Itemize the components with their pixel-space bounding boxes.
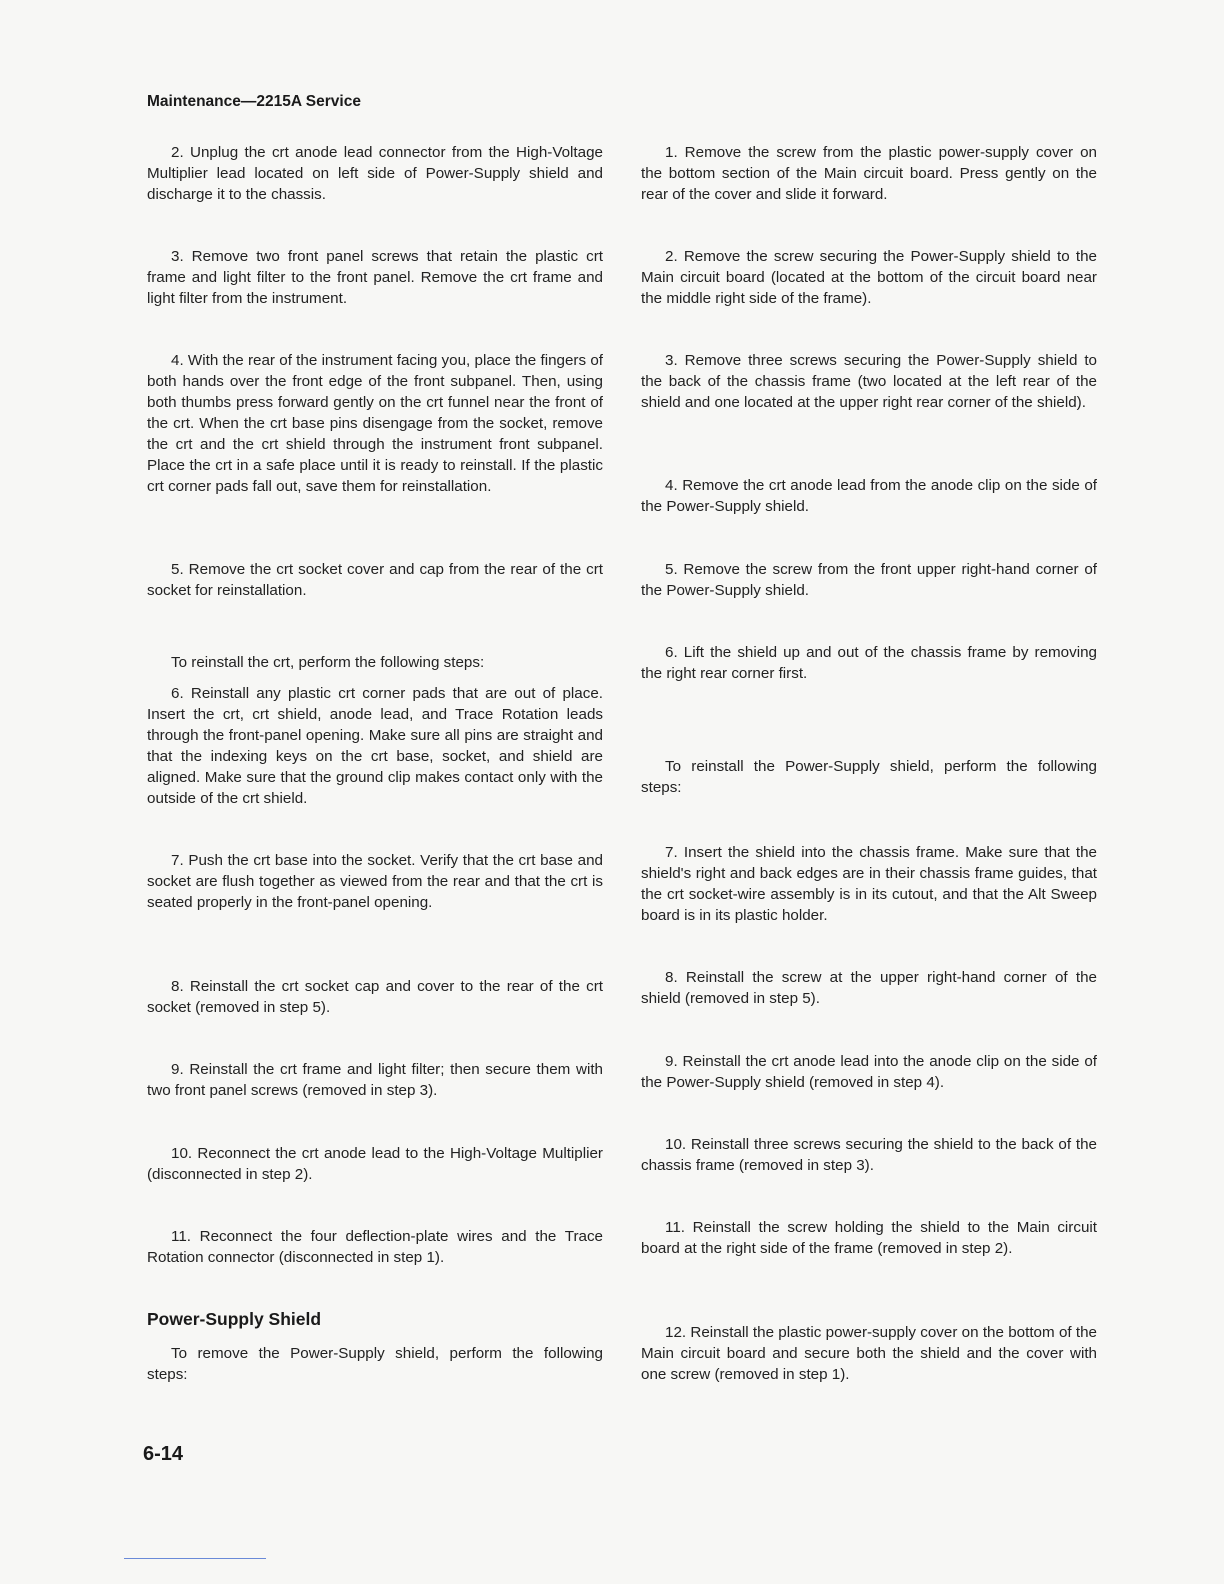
ps-step-10-paragraph: 10. Reinstall three screws securing the shield to the back of the chassis frame (removed in step 3).	[641, 1136, 1097, 1174]
step-10-paragraph: 10. Reconnect the crt anode lead to the High-Voltage Multiplier (disconnected in step 2).	[147, 1145, 603, 1183]
ps-step-8-paragraph: 8. Reinstall the screw at the upper right-hand corner of the shield (removed in step 5).	[641, 969, 1097, 1007]
step-3-paragraph: 3. Remove two front panel screws that retain the plastic crt frame and light filter to the front panel. Remove the crt frame and light filter from the instrument.	[147, 248, 603, 307]
ps-step-6-paragraph: 6. Lift the shield up and out of the chassis frame by removing the right rear corner first.	[641, 644, 1097, 682]
running-head: Maintenance—2215A Service	[147, 93, 361, 110]
step-4-paragraph: 4. With the rear of the instrument facing you, place the fingers of both hands over the front edge of the front subpanel. Then, using both thumbs press forward gently on the crt funnel near the front of the crt. When the crt base pins disengage from the socket, remove the crt and the crt shield through the instrument front subpanel. Place the crt in a safe place until it is ready to reinstall. If the plastic crt corner pads fall out, save them for reinstallation.	[147, 352, 603, 495]
reinstall-crt-intro: To reinstall the crt, perform the following steps:	[171, 654, 485, 671]
step-5-paragraph: 5. Remove the crt socket cover and cap from the rear of the crt socket for reinstallation.	[147, 561, 603, 599]
step-11-paragraph: 11. Reconnect the four deflection-plate wires and the Trace Rotation connector (disconnected in step 1).	[147, 1228, 603, 1266]
ps-step-3-paragraph: 3. Remove three screws securing the Power-Supply shield to the back of the chassis frame (two located at the left rear of the shield and one located at the upper right rear corner of the shield).	[641, 352, 1097, 411]
ps-step-1-paragraph: 1. Remove the screw from the plastic power-supply cover on the bottom section of the Main circuit board. Press gently on the rear of the cover and slide it forward.	[641, 144, 1097, 203]
ps-step-11-paragraph: 11. Reinstall the screw holding the shield to the Main circuit board at the right side of the frame (removed in step 2).	[641, 1219, 1097, 1257]
reinstall-shield-intro: To reinstall the Power-Supply shield, perform the following steps:	[641, 758, 1097, 796]
page-number: 6-14	[143, 1443, 184, 1465]
scan-edge-line	[124, 1558, 266, 1559]
ps-step-12-paragraph: 12. Reinstall the plastic power-supply cover on the bottom of the Main circuit board and secure both the shield and the cover with one screw (removed in step 1).	[641, 1324, 1097, 1383]
ps-step-7-paragraph: 7. Insert the shield into the chassis frame. Make sure that the shield's right and back edges are in their chassis frame guides, that the crt socket-wire assembly is in its cutout, and that the Alt Sweep board is in its plastic holder.	[641, 844, 1097, 924]
step-2-paragraph: 2. Unplug the crt anode lead connector from the High-Voltage Multiplier lead located on left side of Power-Supply shield and discharge it to the chassis.	[147, 144, 603, 203]
ps-step-2-paragraph: 2. Remove the screw securing the Power-Supply shield to the Main circuit board (located at the bottom of the circuit board near the middle right side of the frame).	[641, 248, 1097, 307]
power-supply-intro: To remove the Power-Supply shield, perform the following steps:	[147, 1345, 603, 1383]
step-7-paragraph: 7. Push the crt base into the socket. Verify that the crt base and socket are flush together as viewed from the rear and that the crt is seated properly in the front-panel opening.	[147, 852, 603, 911]
ps-step-4-paragraph: 4. Remove the crt anode lead from the anode clip on the side of the Power-Supply shield.	[641, 477, 1097, 515]
step-8-paragraph: 8. Reinstall the crt socket cap and cover to the rear of the crt socket (removed in step 5).	[147, 978, 603, 1016]
step-6-paragraph: 6. Reinstall any plastic crt corner pads that are out of place. Insert the crt, crt shield, anode lead, and Trace Rotation leads through the front-panel opening. Make sure all pins are straight and that the indexing keys on the crt base, socket, and shield are aligned. Make sure that the ground clip makes contact only with the outside of the crt shield.	[147, 685, 603, 807]
ps-step-5-paragraph: 5. Remove the screw from the front upper right-hand corner of the Power-Supply shield.	[641, 561, 1097, 599]
section-heading: Power-Supply Shield	[147, 1309, 322, 1329]
ps-step-9-paragraph: 9. Reinstall the crt anode lead into the anode clip on the side of the Power-Supply shield (removed in step 4).	[641, 1053, 1097, 1091]
step-9-paragraph: 9. Reinstall the crt frame and light filter; then secure them with two front panel screws (removed in step 3).	[147, 1061, 603, 1099]
